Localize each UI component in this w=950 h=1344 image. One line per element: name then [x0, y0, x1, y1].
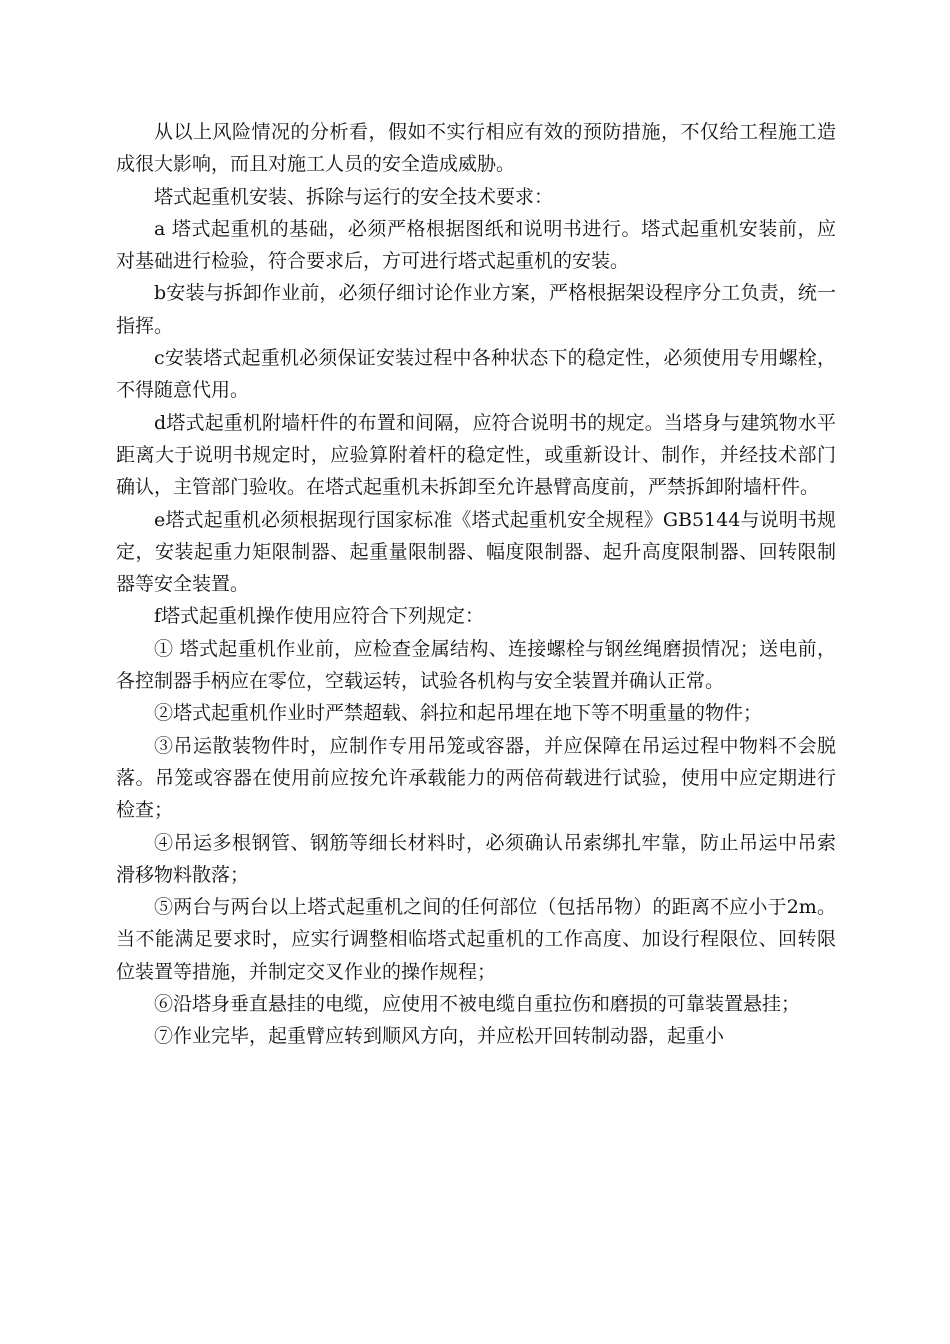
- paragraph-rule-2: ②塔式起重机作业时严禁超载、斜拉和起吊埋在地下等不明重量的物件；: [154, 702, 763, 725]
- paragraph-risk-summary: 从以上风险情况的分析看，假如不实行相应有效的预防措施，不仅给工程施工造成很大影响，而且对施工人员的安全造成威胁。: [116, 121, 836, 176]
- paragraph-rule-5: ⑤两台与两台以上塔式起重机之间的任何部位（包括吊物）的距离不应小于2m。当不能满足要求时，应实行调整相临塔式起重机的工作高度、加设行程限位、回转限位装置等措施，并制定交叉作业的操作规程；: [116, 896, 836, 983]
- paragraph-item-a: a 塔式起重机的基础，必须严格根据图纸和说明书进行。塔式起重机安装前，应对基础进行检验，符合要求后，方可进行塔式起重机的安装。: [116, 217, 836, 273]
- paragraph-rule-3: ③吊运散装物件时，应制作专用吊笼或容器，并应保障在吊运过程中物料不会脱落。吊笼或容器在使用前应按允许承载能力的两倍荷载进行试验，使用中应定期进行检查；: [116, 734, 836, 822]
- paragraph-item-d: d塔式起重机附墙杆件的布置和间隔，应符合说明书的规定。当塔身与建筑物水平距离大于说明书规定时，应验算附着杆的稳定性，或重新设计、制作，并经技术部门确认，主管部门验收。在塔式起重机未拆卸至允许悬臂高度前，严禁拆卸附墙杆件。: [116, 411, 836, 499]
- paragraph-section-heading: 塔式起重机安装、拆除与运行的安全技术要求：: [154, 185, 554, 208]
- paragraph-item-f: f塔式起重机操作使用应符合下列规定：: [154, 605, 485, 628]
- paragraph-rule-6: ⑥沿塔身垂直悬挂的电缆，应使用不被电缆自重拉伤和磨损的可靠装置悬挂；: [154, 993, 801, 1016]
- paragraph-item-b: b安装与拆卸作业前，必须仔细讨论作业方案，严格根据架设程序分工负责，统一指挥。: [116, 282, 836, 337]
- paragraph-item-c: c安装塔式起重机必须保证安装过程中各种状态下的稳定性，必须使用专用螺栓，不得随意代用。: [116, 347, 836, 402]
- paragraph-rule-4: ④吊运多根钢管、钢筋等细长材料时，必须确认吊索绑扎牢靠，防止吊运中吊索滑移物料散落；: [116, 831, 836, 886]
- paragraph-item-e: e塔式起重机必须根据现行国家标准《塔式起重机安全规程》GB5144与说明书规定，安装起重力矩限制器、起重量限制器、幅度限制器、起升高度限制器、回转限制器等安全装置。: [116, 508, 836, 596]
- paragraph-rule-1: ① 塔式起重机作业前，应检查金属结构、连接螺栓与钢丝绳磨损情况；送电前，各控制器手柄应在零位，空载运转，试验各机构与安全装置并确认正常。: [116, 637, 836, 693]
- document-body: [116, 116, 836, 1053]
- paragraph-rule-7: ⑦作业完毕，起重臂应转到顺风方向，并应松开回转制动器，起重小: [154, 1025, 725, 1048]
